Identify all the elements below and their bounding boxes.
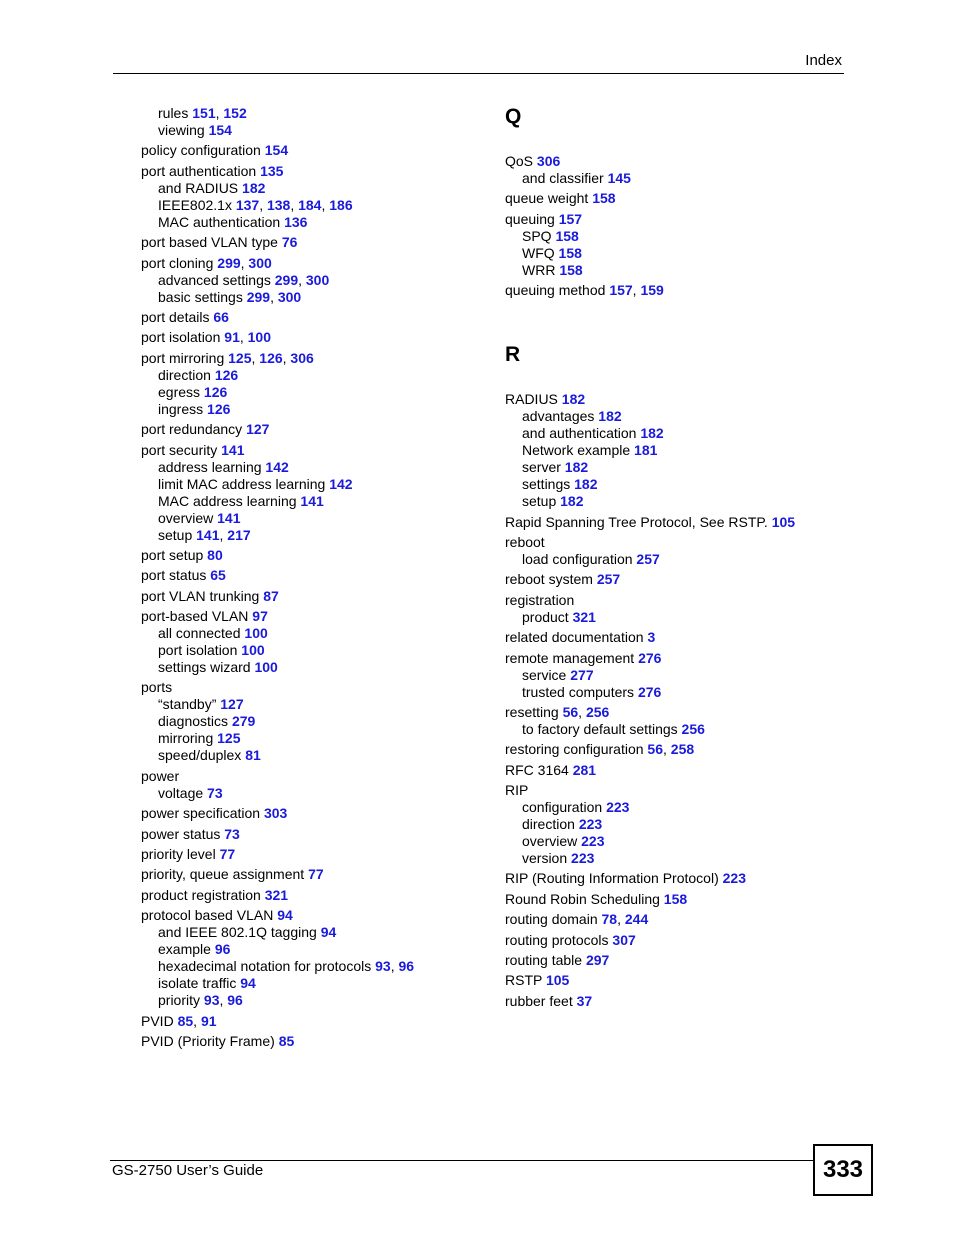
index-term: Rapid Spanning Tree Protocol, See RSTP.: [505, 513, 768, 530]
index-subentry: [505, 684, 845, 701]
index-term: setup: [522, 493, 557, 510]
page-link[interactable]: 297: [585, 952, 610, 969]
page-link[interactable]: 100: [241, 642, 265, 659]
index-term: queue weight: [505, 190, 589, 207]
index-subentry: [505, 170, 845, 187]
index-entry: port mirroring 125, 126, 306: [141, 349, 314, 366]
index-entry: [141, 442, 486, 459]
index-entry: [141, 805, 486, 822]
page-link[interactable]: 105: [771, 513, 796, 530]
index-term: RIP (Routing Information Protocol): [505, 870, 719, 887]
page-link[interactable]: 126: [207, 400, 231, 417]
footer-divider: [110, 1160, 814, 1161]
page-link[interactable]: 76: [281, 234, 298, 251]
index-entry: [141, 887, 486, 904]
index-term: setup: [158, 526, 193, 543]
index-term: power: [141, 767, 180, 784]
index-term: port isolation: [141, 329, 221, 346]
page-link[interactable]: 223: [581, 833, 605, 850]
page-link[interactable]: 3: [647, 629, 656, 646]
index-entry: [505, 211, 845, 228]
page-link[interactable]: 96: [214, 941, 231, 958]
page-link[interactable]: 244: [624, 911, 649, 928]
page-link[interactable]: 182: [561, 391, 586, 408]
page-link[interactable]: 125: [228, 349, 252, 366]
index-term: policy configuration: [141, 142, 261, 159]
index-entry: queuing method 157, 159: [505, 282, 664, 299]
index-entry: [141, 679, 486, 696]
page-link[interactable]: 157: [609, 282, 633, 299]
index-term: routing domain: [505, 911, 598, 928]
index-entry: [505, 932, 845, 949]
page-link[interactable]: 182: [574, 476, 598, 493]
index-entry: [141, 907, 486, 924]
index-term: port details: [141, 308, 210, 325]
page-link[interactable]: 73: [224, 825, 240, 842]
index-term: priority: [158, 992, 201, 1009]
page-link[interactable]: 93: [203, 992, 220, 1009]
index-entry: [141, 567, 486, 584]
page-link[interactable]: 158: [559, 261, 583, 278]
index-term: PVID (Priority Frame): [141, 1032, 275, 1049]
index-entry: [505, 571, 845, 588]
index-term: server: [522, 459, 561, 476]
index-term: WFQ: [522, 244, 555, 261]
index-subentry: [141, 180, 486, 197]
index-term: version: [522, 850, 568, 867]
index-term: RADIUS: [505, 391, 558, 408]
index-term: IEEE802.1x: [158, 196, 232, 213]
section-heading: R: [505, 343, 521, 367]
index-column-right: [505, 105, 845, 1010]
index-subentry: [141, 493, 486, 510]
page-link[interactable]: 151: [192, 105, 216, 121]
index-subentry: [141, 476, 486, 493]
index-entry: [141, 163, 486, 180]
index-subentry: [141, 941, 486, 958]
index-term: port-based VLAN: [141, 608, 249, 625]
index-term: priority level: [141, 846, 216, 863]
page-link[interactable]: 137: [235, 196, 260, 213]
index-entry: [505, 972, 845, 989]
index-term: settings wizard: [158, 659, 251, 676]
index-subentry: [141, 401, 486, 418]
page-link[interactable]: 93: [375, 958, 391, 975]
index-subentry: [505, 493, 845, 510]
index-term: registration: [505, 591, 575, 608]
page-link[interactable]: 77: [219, 846, 236, 863]
index-term: example: [158, 941, 211, 958]
page-link[interactable]: 276: [637, 683, 662, 700]
index-term: ports: [141, 679, 173, 696]
page-link[interactable]: 223: [571, 850, 595, 867]
index-term: RSTP: [505, 972, 543, 989]
index-entry: [505, 993, 845, 1010]
page-link[interactable]: 141: [221, 441, 245, 458]
index-entry: [141, 826, 486, 843]
index-entry: [505, 153, 845, 170]
index-entry: resetting 56, 256: [505, 703, 610, 720]
page-number-box: [813, 1144, 873, 1196]
index-term: limit MAC address learning: [158, 475, 326, 492]
page-link[interactable]: 279: [231, 713, 256, 730]
page-link[interactable]: 100: [254, 659, 278, 676]
index-term: hexadecimal notation for protocols: [158, 958, 372, 975]
page-link[interactable]: 77: [308, 866, 324, 883]
index-subentry: [505, 816, 845, 833]
page-link[interactable]: 135: [260, 162, 284, 179]
page-link[interactable]: 277: [570, 666, 594, 683]
index-term: mirroring: [158, 730, 214, 747]
page-link[interactable]: 87: [263, 587, 279, 604]
footer-guide-title: GS-2750 User’s Guide: [112, 1162, 264, 1179]
index-subentry: [141, 713, 486, 730]
index-term: RIP: [505, 782, 529, 799]
index-entry: port isolation 91, 100: [141, 329, 271, 346]
page-link[interactable]: 105: [545, 972, 570, 989]
index-term: ingress: [158, 400, 204, 417]
index-entry: [141, 608, 486, 625]
index-subentry: [141, 459, 486, 476]
index-term: advantages: [522, 408, 595, 425]
index-subentry: [141, 785, 486, 802]
index-subentry: IEEE802.1x 137, 138, 184, 186: [158, 196, 353, 213]
page-link[interactable]: 159: [640, 282, 664, 299]
page-link[interactable]: 91: [224, 329, 240, 346]
page-link[interactable]: 258: [670, 741, 695, 758]
index-entry: [505, 952, 845, 969]
header-title: Index: [805, 52, 842, 69]
index-term: overview: [158, 509, 214, 526]
index-entry: [505, 514, 845, 531]
index-term: priority, queue assignment: [141, 866, 305, 883]
index-subentry: [141, 924, 486, 941]
index-term: PVID: [141, 1012, 174, 1029]
index-subentry: [141, 625, 486, 642]
page-link[interactable]: 281: [572, 761, 597, 778]
page-link[interactable]: 94: [240, 975, 256, 992]
header-divider: [113, 73, 844, 74]
page-link[interactable]: 56: [562, 703, 579, 720]
page-link[interactable]: 100: [247, 329, 271, 346]
page-link[interactable]: 94: [320, 924, 337, 941]
index-subentry: [141, 642, 486, 659]
index-term: configuration: [522, 799, 603, 816]
index-term: and IEEE 802.1Q tagging: [158, 924, 317, 941]
page-link[interactable]: 182: [242, 179, 266, 196]
page-link[interactable]: 138: [266, 196, 291, 213]
index-term: and classifier: [522, 170, 604, 186]
index-term: product: [522, 608, 569, 625]
index-term: advanced settings: [158, 271, 271, 288]
page-link[interactable]: 158: [663, 890, 688, 907]
index-entry: [141, 846, 486, 863]
page-link[interactable]: 85: [177, 1012, 194, 1029]
index-entry: [505, 782, 845, 799]
page-link[interactable]: 300: [277, 288, 302, 305]
index-term: QoS: [505, 153, 534, 169]
page-link[interactable]: 300: [248, 254, 272, 271]
index-term: trusted computers: [522, 683, 635, 700]
page-link[interactable]: 321: [264, 886, 289, 903]
index-term: rules: [158, 105, 189, 121]
index-term: load configuration: [522, 550, 633, 567]
page-link[interactable]: 299: [274, 271, 299, 288]
page-link[interactable]: 223: [578, 816, 603, 833]
index-subentry: [505, 721, 845, 738]
index-term: port status: [141, 567, 207, 584]
index-entry: [141, 588, 486, 605]
page-link[interactable]: 66: [213, 308, 229, 325]
index-subentry: [141, 384, 486, 401]
index-term: port cloning: [141, 254, 214, 271]
page-link[interactable]: 182: [564, 459, 589, 476]
index-entry: [141, 142, 486, 159]
page-link[interactable]: 94: [277, 907, 293, 924]
page-link[interactable]: 126: [214, 366, 239, 383]
page-link[interactable]: 85: [278, 1032, 295, 1049]
page-link[interactable]: 181: [634, 442, 658, 459]
index-entry: [505, 870, 845, 887]
page-link[interactable]: 306: [290, 349, 314, 366]
index-entry: [141, 309, 486, 326]
index-subentry: [505, 228, 845, 245]
page-link[interactable]: 158: [592, 190, 616, 207]
index-term: direction: [522, 816, 575, 833]
index-entry: [141, 866, 486, 883]
index-column-left: [141, 105, 486, 1050]
index-term: to factory default settings: [522, 720, 678, 737]
page-link[interactable]: 299: [217, 254, 241, 271]
index-term: overview: [522, 833, 578, 850]
index-entry: [505, 629, 845, 646]
page-link[interactable]: 158: [558, 244, 582, 261]
page-link[interactable]: 182: [560, 493, 584, 510]
page-link[interactable]: 142: [265, 458, 289, 475]
page-link[interactable]: 78: [601, 911, 618, 928]
index-entry: [141, 1033, 486, 1050]
index-term: Network example: [522, 442, 631, 459]
section-heading: Q: [505, 105, 522, 128]
index-subentry: basic settings 299, 300: [158, 288, 302, 305]
index-subentry: [505, 799, 845, 816]
index-subentry: [505, 408, 845, 425]
index-term: port redundancy: [141, 421, 243, 438]
index-term: and RADIUS: [158, 179, 239, 196]
index-entry: restoring configuration 56, 258: [505, 741, 695, 758]
page-link[interactable]: 91: [200, 1012, 217, 1029]
index-subentry: advanced settings 299, 300: [158, 271, 330, 288]
index-term: settings: [522, 476, 571, 493]
page-link[interactable]: 145: [607, 170, 631, 186]
index-term: power specification: [141, 805, 261, 822]
index-term: and authentication: [522, 425, 637, 442]
page-link[interactable]: 303: [263, 805, 288, 822]
index-entry: [505, 391, 845, 408]
page-link[interactable]: 184: [298, 196, 322, 213]
page-link[interactable]: 217: [227, 526, 251, 543]
index-entry: [505, 891, 845, 908]
index-subentry: [505, 476, 845, 493]
index-term: product registration: [141, 886, 261, 903]
page-link[interactable]: 65: [210, 567, 226, 584]
index-term: WRR: [522, 261, 556, 278]
page-link[interactable]: 142: [329, 475, 353, 492]
index-entry: [505, 190, 845, 207]
index-term: related documentation: [505, 629, 644, 646]
index-term: all connected: [158, 625, 241, 642]
index-subentry: [505, 442, 845, 459]
page-link[interactable]: 257: [636, 550, 660, 567]
index-subentry: [505, 459, 845, 476]
index-subentry: [505, 833, 845, 850]
index-subentry: [141, 214, 486, 231]
index-term: port authentication: [141, 162, 257, 179]
page-link[interactable]: 223: [606, 799, 630, 816]
index-subentry: [141, 696, 486, 713]
index-term: port VLAN trunking: [141, 587, 260, 604]
index-term: queuing: [505, 210, 555, 227]
index-entry: [141, 421, 486, 438]
page-link[interactable]: 256: [681, 720, 705, 737]
page-link[interactable]: 154: [208, 122, 232, 138]
index-subentry: [505, 609, 845, 626]
page-link[interactable]: 157: [558, 210, 583, 227]
index-term: address learning: [158, 458, 262, 475]
index-subentry: hexadecimal notation for protocols 93, 96: [158, 958, 415, 975]
page-link[interactable]: 154: [264, 142, 289, 159]
index-term: voltage: [158, 784, 204, 801]
index-subentry: [505, 551, 845, 568]
page-link[interactable]: 37: [576, 992, 593, 1009]
page-link[interactable]: 182: [598, 408, 622, 425]
page-link[interactable]: 81: [245, 747, 261, 764]
index-entry: [505, 762, 845, 779]
index-term: power status: [141, 825, 221, 842]
index-entry: [141, 547, 486, 564]
index-term: RFC 3164: [505, 761, 569, 778]
index-term: protocol based VLAN: [141, 907, 274, 924]
page-link[interactable]: 321: [572, 608, 596, 625]
index-term: SPQ: [522, 227, 552, 244]
index-term: resetting: [505, 703, 559, 720]
page-link[interactable]: 141: [217, 509, 241, 526]
index-term: rubber feet: [505, 992, 573, 1009]
page-link[interactable]: 223: [722, 870, 746, 887]
index-term: direction: [158, 366, 211, 383]
page-number: 333: [822, 1156, 864, 1183]
index-subentry: setup 141, 217: [158, 526, 251, 543]
index-term: speed/duplex: [158, 747, 242, 764]
index-entry: [505, 534, 845, 551]
page-link[interactable]: 186: [329, 196, 353, 213]
page-link[interactable]: 73: [207, 784, 223, 801]
index-term: “standby”: [158, 696, 217, 713]
page-link[interactable]: 126: [259, 349, 283, 366]
page-link[interactable]: 80: [207, 546, 223, 563]
index-subentry: [141, 975, 486, 992]
index-subentry: [141, 122, 486, 139]
page-link[interactable]: 126: [203, 383, 228, 400]
index-subentry: [141, 510, 486, 527]
index-subentry: priority 93, 96: [158, 992, 243, 1009]
index-term: service: [522, 666, 567, 683]
index-term: port mirroring: [141, 349, 225, 366]
page-link[interactable]: 127: [220, 696, 244, 713]
index-subentry: [141, 747, 486, 764]
page-link[interactable]: 125: [217, 730, 241, 747]
index-term: MAC authentication: [158, 213, 281, 230]
page-link[interactable]: 136: [284, 213, 308, 230]
index-entry: [505, 592, 845, 609]
page-link[interactable]: 299: [246, 288, 271, 305]
index-term: remote management: [505, 649, 635, 666]
index-subentry: [505, 245, 845, 262]
index-subentry: [505, 262, 845, 279]
page-link[interactable]: 96: [227, 992, 243, 1009]
index-term: port security: [141, 441, 218, 458]
page-link[interactable]: 257: [596, 571, 621, 588]
index-term: Round Robin Scheduling: [505, 890, 660, 907]
index-entry: port cloning 299, 300: [141, 254, 272, 271]
index-term: reboot system: [505, 571, 593, 588]
page-link[interactable]: 158: [555, 227, 579, 244]
page-link[interactable]: 56: [647, 741, 663, 758]
index-term: egress: [158, 383, 201, 400]
index-entry: PVID 85, 91: [141, 1012, 217, 1029]
index-term: viewing: [158, 122, 205, 138]
index-subentry: [505, 667, 845, 684]
page-link[interactable]: 152: [223, 105, 247, 121]
page-link[interactable]: 256: [585, 703, 610, 720]
page-link[interactable]: 127: [246, 421, 270, 438]
index-subentry: [505, 850, 845, 867]
index-term: isolate traffic: [158, 975, 237, 992]
index-subentry: [141, 659, 486, 676]
index-term: routing table: [505, 952, 583, 969]
index-entry: [141, 234, 486, 251]
page-link[interactable]: 307: [612, 931, 636, 948]
page-link[interactable]: 300: [305, 271, 330, 288]
page-link[interactable]: 141: [196, 526, 220, 543]
index-term: MAC address learning: [158, 492, 297, 509]
index-subentry: [141, 730, 486, 747]
index-term: diagnostics: [158, 713, 229, 730]
index-term: port setup: [141, 546, 204, 563]
page-link[interactable]: 141: [300, 492, 324, 509]
index-subentry: rules 151, 152: [158, 105, 247, 121]
index-term: port isolation: [158, 642, 238, 659]
index-term: routing protocols: [505, 931, 609, 948]
page-link[interactable]: 97: [252, 608, 268, 625]
index-term: port based VLAN type: [141, 234, 278, 251]
index-subentry: [141, 367, 486, 384]
index-term: restoring configuration: [505, 741, 644, 758]
index-term: basic settings: [158, 288, 243, 305]
page-link[interactable]: 306: [536, 153, 561, 169]
index-term: reboot: [505, 533, 545, 550]
page-link[interactable]: 182: [640, 425, 664, 442]
index-entry: routing domain 78, 244: [505, 911, 649, 928]
index-subentry: [505, 425, 845, 442]
page-link[interactable]: 276: [638, 649, 662, 666]
page-link[interactable]: 96: [398, 958, 415, 975]
index-term: queuing method: [505, 282, 606, 299]
index-entry: [505, 650, 845, 667]
page-link[interactable]: 100: [244, 625, 268, 642]
index-entry: [141, 768, 486, 785]
